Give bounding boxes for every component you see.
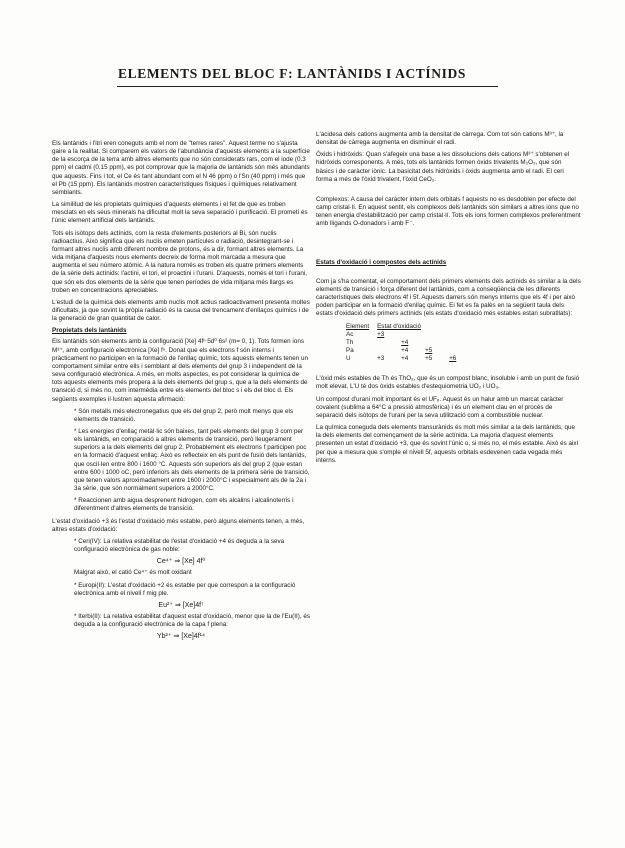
table-cell-state: +3 bbox=[377, 330, 385, 338]
table-cell-state bbox=[473, 331, 497, 339]
table-cell-state bbox=[377, 347, 401, 355]
paragraph-complexes: Complexos: A causa del caràcter intern dels orbitals f aquests no es desdoblen per efecte del camp cristal·lí. En aquest sentit, els complexos dels lantànids són similars a altres ions que no tenen energia d'estabilització per camp cristal·lí. Tots els ions formen complexos preferentment amb lligands O-donadors i amb F⁻. bbox=[316, 195, 581, 228]
table-cell-state: +4 bbox=[401, 338, 409, 346]
paragraph-terres-rares: Els lantànids i l'itri eren coneguts amb el nom de "terres rares". Aquest terme no s'ajusta gaire a la realitat. Si comparem els valors de l'abundància d'aquests elements a la superfície de la escorça de la terra amb altres elements que no són considerats rars, com el iode (0.3 ppm) el cadmi (0.15 ppm), es pot comprovar que la majoria de lantànids són més abundants que aquests. Fins i tot, el Ce és tant abundant com el N 46 ppm) o l'Sn (40 ppm) i més que el Pb (15 ppm). Els lantànids mostren característiques físiques i químiques relativament semblants. bbox=[52, 140, 310, 196]
paragraph-transuranics: La química coneguda dels elements transurànids és molt més similar a la dels lantànids, que la dels elements del començament de la sèrie actínida. La majoria d'aquest elements presenten un estat d'oxidació +3, que és sovint l'únic o, si més no, el més estable. Això és així per que a mesura que s'omple el nivell 5f, aquests orbitals esdevenen cada vegada més interns. bbox=[316, 424, 579, 464]
table-cell-state bbox=[425, 339, 449, 347]
table-cell-state: +5 bbox=[425, 355, 433, 363]
table-cell-state bbox=[449, 347, 473, 355]
table-cell-state: +4 bbox=[401, 346, 409, 354]
table-header-element: Element bbox=[346, 322, 370, 330]
bullet-ytterbium: * Iterbi(II): La relativa estabilitat d'aquest estat d'oxidació, menor que la de l'Eu(II), és deguda a la configuració electrònica de la capa f plena: bbox=[74, 612, 311, 629]
paragraph-separation: La similitud de les propietats químiques d'aquests elements i el fet de que es troben mesclats en els seus minerals ha dificultat molt la seva separació i purificació. El prometi és l'únic element artificial dels lantànids. bbox=[52, 201, 308, 225]
table-row bbox=[346, 331, 497, 339]
paragraph-cerium-oxidant: Malgrat això, el catió Ce⁴⁺ és molt oxidant bbox=[74, 569, 192, 577]
table-cell-state bbox=[449, 339, 473, 347]
paragraph-oxides-hydroxides: Òxids i hidròxids: Quan s'afegeix una base a les dissolucions dels cations M³⁺ s'obtenen el hidròxids corresponents. A més, tots els lantànids formen òxids trivalents M₂O₃, que són bàsics i de caràcter iònic. La basicitat dels hidròxids i òxids augmenta amb el radi. El ceri forma a més de l'òxid trivalent, l'òxid CeO₂. bbox=[316, 151, 570, 183]
table-cell-state bbox=[425, 331, 449, 339]
title-underline bbox=[117, 86, 498, 87]
table-cell-state bbox=[473, 355, 497, 363]
equation-ytterbium: Yb²⁺ ⇒ [Xe]4f¹⁴ bbox=[157, 633, 205, 641]
paragraph-actinid-isotopes: Tots els isòtops dels actínids, com la resta d'elements posteriors al Bi, són nuclis radioactius. Això significa que els nuclis emeten partícules o radiació, desintegrant-se i formant altres nuclis amb diferent nombre de protons, és a dir, formant altres elements. La vida mitjana d'aquests nous elements decreix de forma molt marcada a mesura que augmenta el seu número atòmic. A la natura només es troben els quatre primers elements de la sèrie dels actínids: l'actini, el tori, el proactini i l'urani. D'aquests, només el tori i l'urani, que són els dos elements de la sèrie que tenen períodes de vida mitjana més llargs es troben en concentracions apreciables. bbox=[52, 229, 308, 294]
table-row bbox=[346, 339, 497, 347]
bullet-electronegativity: * Són metalls més electronegatius que els del grup 2, però molt menys que els elements de transició. bbox=[74, 407, 294, 423]
table-cell-state bbox=[401, 331, 425, 339]
table-cell-state: +4 bbox=[401, 355, 409, 363]
section-heading-actinide-oxidation: Estats d'oxidació i compostos dels actínids bbox=[316, 258, 447, 266]
table-cell-element: Pa bbox=[346, 346, 354, 354]
paragraph-uranium-hexafluoride: Un compost d'urani molt important és el UF₆. Aquest és un halur amb un marcat caràcter covalent (sublima a 64°C a pressió atmosfèrica) i és un element clau en el procés de separació dels isòtops de l'urani per la seva utilització com a combustible nuclear. bbox=[316, 395, 564, 419]
paragraph-actinide-behaviour: Com ja s'ha comentat, el comportament dels primers elements dels actínids és similar a la dels elements de transició i força diferent del lantànids, com a conseqüència de les diferents característiques dels electrons 4f i 5f. Aquests darrers són menys interns que els 4f i per això poden participar en la formació d'enllaç químic. Ei fet es fa palès en la següent taula dels estats d'oxidació dels primers actínids (els estats d'oxidació més estables estan subratllats): bbox=[316, 277, 581, 318]
left-column bbox=[52, 140, 310, 644]
section-heading-lanthanide-properties: Propietats dels lantànids bbox=[52, 327, 127, 335]
table-cell-element: Ac bbox=[346, 330, 354, 338]
paragraph-acidity: L'acidesa dels cations augmenta amb la densitat de càrrega. Com tot són cations M³⁺, la densitat de càrrega augmenta en disminuir el radi. bbox=[316, 131, 564, 147]
table-cell-state bbox=[473, 339, 497, 347]
table-cell-state bbox=[449, 331, 473, 339]
table-cell-element: U bbox=[346, 355, 351, 363]
bullet-bond-energies: * Les energies d'enllaç metàl·lic són baixes, tant pels elements del grup 3 com per els lantànids, en comparació a altres elements de transició, però lleugerament superiors a la dels elements del grup 2. Probablement els electrons f participen poc en la formació d'aquest enllaç. Això es reflecteix en els punt de fusió dels lantànids, que oscil·len entre 800 i 1600 °C. Aquests són superiors als del grup 2 (que estan entre 600 i 1000 oC, però inferiors als dels elements de la primera sèrie de transició, que tenen valors aproximadament entre 1600 i 2000°C i especialment als de la 2a i 3a sèrie, que són normalment superiors a 2000°C. bbox=[74, 428, 310, 493]
table-cell-state: +6 bbox=[449, 355, 457, 363]
page-title: ELEMENTS DEL BLOC F: LANTÀNIDS I ACTÍNIDS bbox=[118, 66, 466, 81]
table-cell-state: +5 bbox=[425, 346, 433, 354]
table-cell-element: Th bbox=[346, 338, 354, 346]
table-cell-state bbox=[377, 339, 401, 347]
bullet-cerium: * Ceri(IV): La relativa estabilitat de l'estat d'oxidació +4 és deguda a la seva configuració electrònica de gas noble: bbox=[74, 537, 285, 554]
paragraph-radioactivity: L'estudi de la química dels elements amb nuclis molt actius radioactivament presenta moltes dificultats, ja que sovint la pròpia radiació és la causa del trencament d'enllaços químics i de la generació de gran quantitat de calor. bbox=[52, 298, 310, 323]
table-header-oxidation-state: Estat d'oxidació bbox=[377, 322, 422, 330]
paragraph-thorium-oxides: L'òxid més estables de Th és ThO₂, que és un compost blanc, insoluble i amb un punt de fusió molt elevat. L'U té dos òxids estables d'estequiometria UO₂ i UO₃. bbox=[316, 375, 580, 391]
equation-europium: Eu²⁺ ⇒ [Xe]4f⁷ bbox=[158, 601, 204, 609]
paragraph-configuration: Els lantànids són elements amb la configuració [Xe] 4fⁿ 5d⁰ 6s² (m= 0, 1). Tots formen ions M³⁺, amb configuració electrònica [Xe] fⁿ. Donat que els electrons f són interns i pràcticament no participen en la formació de l'enllaç químic, tots aquests elements tenen un comportament similar entre ells i semblant al dels elements del grup 3 i independent de la seva configuració electrònica. A més, en molts aspectes, es pot considerar la química de tots aquests elements més propera a la dels elements del grup s, que a la dels elements de transició d, si més no, com intermèdia entre els elements del bloc s i els del bloc d. Els següents exemples il·lustren aquesta afirmació: bbox=[52, 338, 309, 403]
bullet-water-reaction: * Reaccionen amb aigua desprenent hidrogen, com els alcalins i alcalinoterris i diferentment d'altres elements de transició. bbox=[74, 497, 294, 513]
right-column bbox=[316, 131, 581, 469]
table-row bbox=[346, 347, 497, 355]
equation-cerium: Ce⁴⁺ ⇒ [Xe] 4f⁰ bbox=[156, 558, 206, 566]
table-cell-state bbox=[473, 347, 497, 355]
table-cell-state: +3 bbox=[377, 355, 385, 363]
oxidation-state-table bbox=[346, 323, 497, 364]
bullet-europium: * Europi(II): L'estat d'oxidació +2 és estable per que correspon a la configuració electrònica amb el nivell f mig ple. bbox=[74, 581, 296, 597]
table-row bbox=[346, 355, 497, 363]
paragraph-oxidation-state: L'estat d'oxidació +3 és l'estat d'oxidació més estable, però alguns elements tenen, a més, altres estats d'oxidació: bbox=[52, 517, 305, 533]
